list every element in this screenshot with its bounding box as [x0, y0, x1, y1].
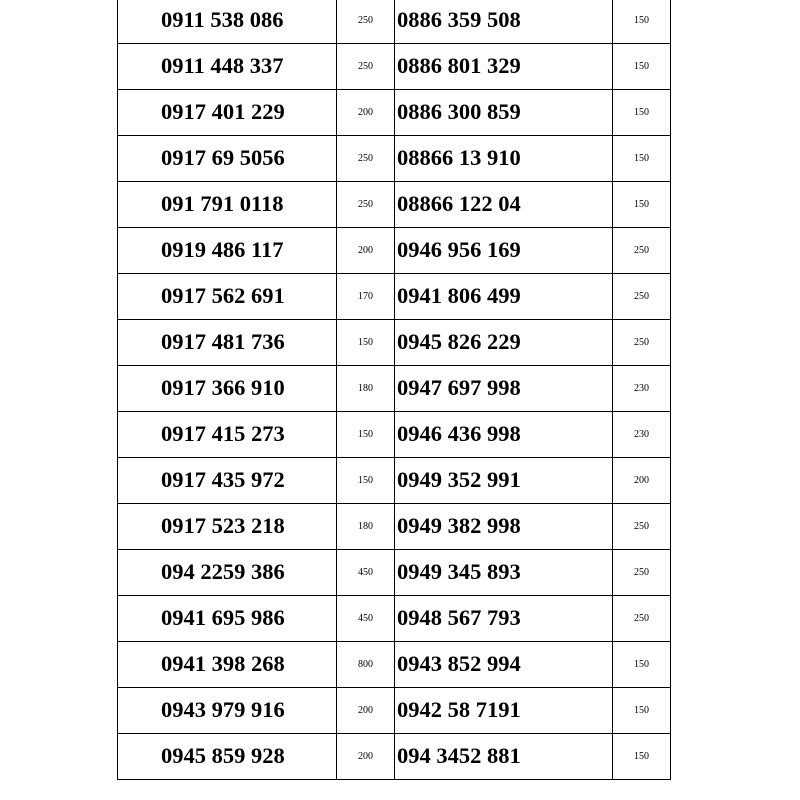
phone-number-right: 0941 806 499	[395, 274, 613, 320]
price-left: 250	[337, 182, 395, 228]
table-row	[118, 504, 671, 550]
phone-number-left: 0917 523 218	[118, 504, 337, 550]
phone-number-right: 0949 345 893	[395, 550, 613, 596]
phone-number-left: 0943 979 916	[118, 688, 337, 734]
price-right: 230	[613, 412, 671, 458]
price-right: 250	[613, 274, 671, 320]
price-right: 150	[613, 734, 671, 780]
phone-number-left: 0945 859 928	[118, 734, 337, 780]
phone-number-left: 0917 415 273	[118, 412, 337, 458]
phone-number-left: 0917 481 736	[118, 320, 337, 366]
table-row	[118, 642, 671, 688]
phone-number-right: 094 3452 881	[395, 734, 613, 780]
price-right: 200	[613, 458, 671, 504]
price-left: 200	[337, 90, 395, 136]
table-row	[118, 734, 671, 780]
phone-number-right: 0946 436 998	[395, 412, 613, 458]
phone-number-left: 0919 486 117	[118, 228, 337, 274]
table-row	[118, 366, 671, 412]
phone-number-left: 0941 398 268	[118, 642, 337, 688]
price-right: 250	[613, 320, 671, 366]
phone-number-left: 094 2259 386	[118, 550, 337, 596]
phone-number-left: 0917 435 972	[118, 458, 337, 504]
price-left: 250	[337, 136, 395, 182]
price-right: 150	[613, 136, 671, 182]
phone-number-right: 0949 382 998	[395, 504, 613, 550]
phone-number-left: 0911 538 086	[118, 0, 337, 44]
price-left: 180	[337, 504, 395, 550]
phone-number-right: 0943 852 994	[395, 642, 613, 688]
table-row	[118, 688, 671, 734]
price-left: 200	[337, 688, 395, 734]
phone-number-left: 0911 448 337	[118, 44, 337, 90]
price-right: 150	[613, 44, 671, 90]
price-right: 150	[613, 182, 671, 228]
phone-number-left: 0941 695 986	[118, 596, 337, 642]
table-row	[118, 412, 671, 458]
phone-number-right: 0886 300 859	[395, 90, 613, 136]
price-left: 250	[337, 0, 395, 44]
phone-number-left: 0917 562 691	[118, 274, 337, 320]
phone-number-right: 08866 122 04	[395, 182, 613, 228]
table-row	[118, 90, 671, 136]
price-left: 450	[337, 596, 395, 642]
price-right: 150	[613, 90, 671, 136]
table-row	[118, 44, 671, 90]
phone-number-right: 0886 359 508	[395, 0, 613, 44]
table-body	[118, 0, 671, 780]
table-row	[118, 228, 671, 274]
price-left: 150	[337, 458, 395, 504]
price-right: 250	[613, 550, 671, 596]
price-right: 150	[613, 0, 671, 44]
price-left: 450	[337, 550, 395, 596]
phone-number-right: 08866 13 910	[395, 136, 613, 182]
phone-number-right: 0948 567 793	[395, 596, 613, 642]
price-right: 150	[613, 688, 671, 734]
price-left: 150	[337, 412, 395, 458]
phone-number-right: 0946 956 169	[395, 228, 613, 274]
table-row	[118, 596, 671, 642]
price-left: 250	[337, 44, 395, 90]
table-row	[118, 458, 671, 504]
table-row	[118, 136, 671, 182]
phone-number-right: 0942 58 7191	[395, 688, 613, 734]
price-left: 800	[337, 642, 395, 688]
table-row	[118, 182, 671, 228]
phone-number-price-list	[117, 0, 670, 780]
phone-number-left: 0917 366 910	[118, 366, 337, 412]
price-right: 230	[613, 366, 671, 412]
phone-number-right: 0945 826 229	[395, 320, 613, 366]
price-right: 150	[613, 642, 671, 688]
price-right: 250	[613, 596, 671, 642]
table-row	[118, 550, 671, 596]
price-left: 200	[337, 228, 395, 274]
phone-number-right: 0886 801 329	[395, 44, 613, 90]
number-table	[117, 0, 671, 780]
price-left: 170	[337, 274, 395, 320]
phone-number-left: 091 791 0118	[118, 182, 337, 228]
price-left: 150	[337, 320, 395, 366]
price-right: 250	[613, 504, 671, 550]
price-left: 200	[337, 734, 395, 780]
table-row	[118, 274, 671, 320]
price-right: 250	[613, 228, 671, 274]
phone-number-right: 0949 352 991	[395, 458, 613, 504]
phone-number-left: 0917 401 229	[118, 90, 337, 136]
table-row	[118, 320, 671, 366]
table-row	[118, 0, 671, 44]
price-left: 180	[337, 366, 395, 412]
phone-number-left: 0917 69 5056	[118, 136, 337, 182]
phone-number-right: 0947 697 998	[395, 366, 613, 412]
